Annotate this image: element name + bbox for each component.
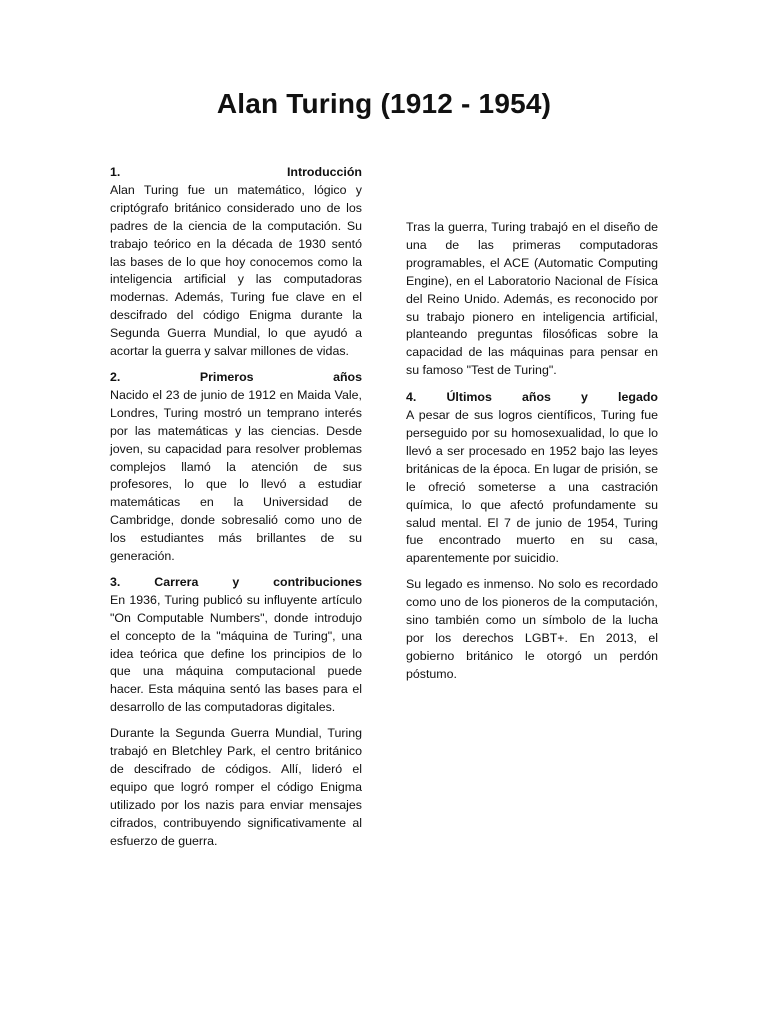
heading-word: Primeros [199, 369, 254, 384]
heading-number: 2. [110, 369, 121, 384]
section-text: En 1936, Turing publicó su influyente artículo "On Computable Numbers", donde introdujo el concepto de la "máquina de Turing", una idea teórica que define los principios de lo que una máquina computacional puede hacer. Esta máquina sentó las bases para el desarrollo de las computadoras digitales. [110, 592, 362, 715]
heading-number: 4. [406, 390, 417, 405]
heading-word: Introducción [286, 165, 362, 179]
section-introduccion [110, 164, 362, 361]
section-primeros-anos [110, 369, 362, 566]
right-column [406, 219, 658, 693]
section-text: Nacido el 23 de junio de 1912 en Maida Vale, Londres, Turing mostró un temprano interés por las matemáticas y las ciencias. Desde joven, su capacidad para resolver problemas complejos llamó la atención de sus profesores, lo que lo llevó a estudiar matemáticas en la Universidad de Cambridge, donde sobresalió como uno de los estudiantes más brillantes de su generación. [110, 387, 362, 564]
section-heading [110, 574, 362, 592]
section-ultimos-anos [406, 389, 658, 568]
section-text: Alan Turing fue un matemático, lógico y criptógrafo británico considerado uno de los padres de la ciencia de la computación. Su trabajo teórico en la década de 1930 sentó las bases de lo que hoy conocemos como la inteligencia artificial y las computadoras modernas. Además, Turing fue clave en el descifrado del código Enigma durante la Segunda Guerra Mundial, lo que ayudó a acortar la guerra y salvar millones de vidas. [110, 182, 362, 359]
section-heading [406, 389, 658, 407]
heading-word: legado [618, 390, 658, 405]
section-heading [110, 369, 362, 387]
left-column [110, 164, 362, 860]
heading-word: años [333, 369, 362, 384]
section-carrera [110, 574, 362, 717]
paragraph-legado: Su legado es inmenso. No solo es recordado como uno de los pioneros de la computación, sino también como un símbolo de la lucha por los derechos LGBT+. En 2013, el gobierno británico le otorgó un perdón póstumo. [406, 577, 658, 681]
section-text: A pesar de sus logros científicos, Turing fue perseguido por su homosexualidad, lo que lo llevó a ser procesado en 1952 bajo las leyes británicas de la época. En lugar de prisión, se le ofreció someterse a una castración química, lo que afectó profundamente su salud mental. El 7 de junio de 1954, Turing fue encontrado muerto en su casa, aparentemente por suicidio. [406, 408, 658, 566]
section-heading [110, 164, 362, 182]
page-title: Alan Turing (1912 - 1954) [216, 88, 552, 119]
heading-number: 3. [110, 574, 121, 589]
heading-word: contribuciones [273, 574, 362, 589]
heading-word: y [581, 390, 588, 405]
heading-word: años [522, 390, 551, 405]
paragraph-ace: Tras la guerra, Turing trabajó en el diseño de una de las primeras computadoras programables, el ACE (Automatic Computing Engine), en el Laboratorio Nacional de Física del Reino Unido. Además, es reconocido por su trabajo pionero en inteligencia artificial, planteando preguntas filosóficas sobre la capacidad de las máquinas para pensar en su famoso "Test de Turing". [406, 220, 658, 378]
heading-number: 1. [110, 165, 121, 179]
paragraph-bletchley: Durante la Segunda Guerra Mundial, Turing trabajó en Bletchley Park, el centro británico de descifrado de códigos. Allí, lideró el equipo que logró romper el código Enigma utilizado por los nazis para enviar mensajes cifrados, contribuyendo significativamente al esfuerzo de guerra. [110, 726, 362, 848]
heading-word: y [232, 574, 240, 589]
heading-word: Últimos [446, 390, 492, 405]
heading-word: Carrera [154, 574, 199, 589]
